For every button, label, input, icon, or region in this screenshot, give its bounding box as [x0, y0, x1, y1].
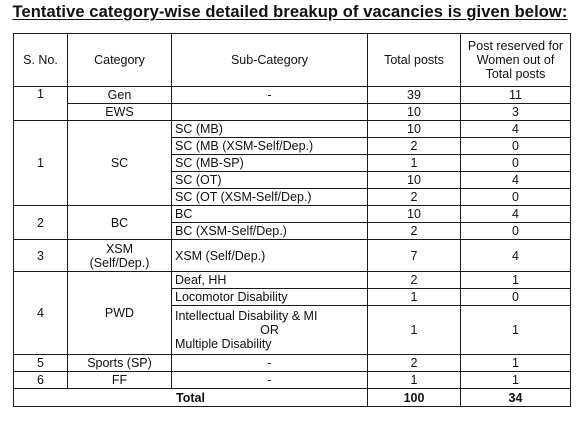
cell-total: 10	[368, 104, 461, 121]
subcategory-line-2: OR	[260, 323, 279, 337]
cell-category	[68, 240, 172, 272]
cell-sno: 3	[14, 240, 68, 272]
cell-subcategory: -	[172, 355, 368, 372]
table-row-bc	[14, 206, 571, 223]
cell-women: 4	[461, 121, 571, 138]
header-category: Category	[68, 34, 172, 87]
cell-women: 4	[461, 240, 571, 272]
cell-subcategory: BC (XSM-Self/Dep.)	[172, 223, 368, 240]
cell-total: 10	[368, 206, 461, 223]
cell-women: 0	[461, 138, 571, 155]
cell-women: 11	[461, 87, 571, 104]
cell-total: 2	[368, 223, 461, 240]
table-row-gen	[14, 87, 571, 104]
cell-subcategory: SC (MB (XSM-Self/Dep.)	[172, 138, 368, 155]
table-row-ff	[14, 372, 571, 389]
cell-total: 1	[368, 155, 461, 172]
cell-subcategory: Locomotor Disability	[172, 289, 368, 306]
cell-sno: 5	[14, 355, 68, 372]
header-total-posts: Total posts	[368, 34, 461, 87]
cell-subcategory: -	[172, 372, 368, 389]
cell-category: FF	[68, 372, 172, 389]
cell-total: 10	[368, 172, 461, 189]
cell-total: 2	[368, 272, 461, 289]
cell-women: 4	[461, 172, 571, 189]
category-line-2: (Self/Dep.)	[89, 255, 150, 270]
table-row-sc-mb	[14, 121, 571, 138]
cell-category: PWD	[68, 272, 172, 355]
cell-total-label: Total	[14, 389, 368, 407]
cell-total: 10	[368, 121, 461, 138]
cell-total: 2	[368, 355, 461, 372]
cell-category: EWS	[68, 104, 172, 121]
cell-sno: 1	[14, 121, 68, 206]
cell-women: 0	[461, 223, 571, 240]
cell-sno: 4	[14, 272, 68, 355]
cell-category: BC	[68, 206, 172, 240]
subcategory-line-3: Multiple Disability	[175, 337, 272, 351]
cell-subcategory: XSM (Self/Dep.)	[172, 240, 368, 272]
cell-women: 0	[461, 155, 571, 172]
cell-women: 3	[461, 104, 571, 121]
table-row-xsm	[14, 240, 571, 272]
cell-category: Sports (SP)	[68, 355, 172, 372]
cell-women: 0	[461, 189, 571, 206]
cell-total: 2	[368, 138, 461, 155]
header-subcategory: Sub-Category	[172, 34, 368, 87]
cell-sno: 1	[14, 87, 68, 121]
table-row-pwd-deaf	[14, 272, 571, 289]
cell-subcategory: BC	[172, 206, 368, 223]
vacancy-table	[13, 33, 571, 407]
cell-women: 34	[461, 389, 571, 407]
cell-sno: 2	[14, 206, 68, 240]
cell-subcategory: SC (MB)	[172, 121, 368, 138]
cell-women: 1	[461, 272, 571, 289]
cell-total: 1	[368, 306, 461, 355]
cell-subcategory	[172, 306, 368, 355]
category-line-1: XSM	[105, 241, 134, 256]
cell-category: SC	[68, 121, 172, 206]
cell-total: 2	[368, 189, 461, 206]
table-row-ews	[14, 104, 571, 121]
cell-total: 39	[368, 87, 461, 104]
table-header-row	[14, 34, 571, 87]
cell-total: 1	[368, 372, 461, 389]
cell-total: 100	[368, 389, 461, 407]
cell-subcategory: SC (OT (XSM-Self/Dep.)	[172, 189, 368, 206]
cell-subcategory: Deaf, HH	[172, 272, 368, 289]
cell-women: 0	[461, 289, 571, 306]
header-sno: S. No.	[14, 34, 68, 87]
cell-women: 1	[461, 355, 571, 372]
page-heading: Tentative category-wise detailed breakup of vacancies is given below:	[12, 3, 568, 21]
cell-total: 7	[368, 240, 461, 272]
cell-total: 1	[368, 289, 461, 306]
cell-women: 1	[461, 306, 571, 355]
cell-women: 1	[461, 372, 571, 389]
table-row-total	[14, 389, 571, 407]
cell-subcategory: SC (OT)	[172, 172, 368, 189]
cell-subcategory	[172, 104, 368, 121]
cell-subcategory: -	[172, 87, 368, 104]
subcategory-line-1: Intellectual Disability & MI	[175, 309, 318, 323]
cell-subcategory: SC (MB-SP)	[172, 155, 368, 172]
cell-women: 4	[461, 206, 571, 223]
table-row-sports	[14, 355, 571, 372]
cell-sno: 6	[14, 372, 68, 389]
header-women-reserved: Post reserved for Women out of Total posts	[461, 34, 571, 87]
cell-category: Gen	[68, 87, 172, 104]
